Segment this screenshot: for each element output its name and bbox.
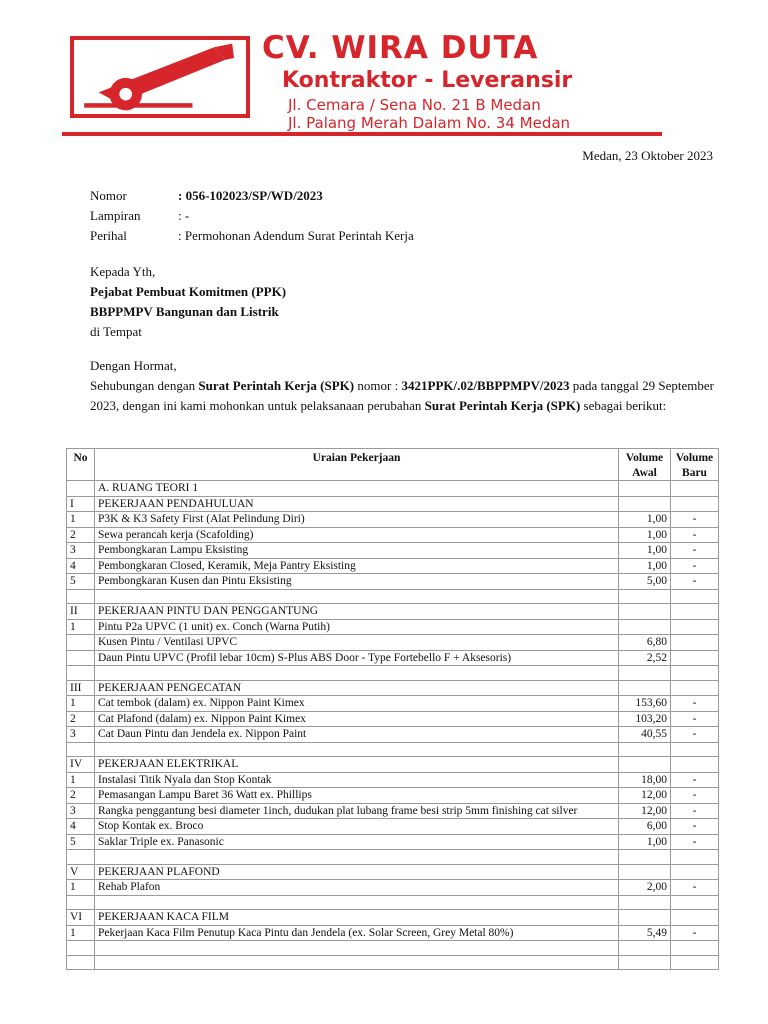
cell-volume-baru: - — [671, 574, 719, 590]
cell-no: 1 — [67, 880, 95, 896]
cell-desc — [95, 666, 619, 681]
cell-volume-baru — [671, 604, 719, 620]
para-text-4: sebagai berikut: — [580, 398, 667, 413]
company-subtitle: Kontraktor - Leveransir — [282, 68, 573, 93]
cell-volume-baru: - — [671, 925, 719, 941]
cell-volume-awal — [619, 496, 671, 512]
cell-desc — [95, 589, 619, 604]
cell-desc — [95, 742, 619, 757]
cell-no: 1 — [67, 512, 95, 528]
cell-no — [67, 955, 95, 970]
meta-perihal — [90, 226, 414, 246]
cell-volume-baru — [671, 955, 719, 970]
meta-lampiran-label: Lampiran — [90, 208, 141, 223]
recipient-line-2: BBPPMPV Bangunan dan Listrik — [90, 304, 279, 319]
cell-volume-awal: 1,00 — [619, 543, 671, 559]
cell-desc: PEKERJAAN KACA FILM — [95, 910, 619, 926]
table-row — [67, 910, 719, 926]
opening-paragraph — [90, 376, 714, 416]
meta-nomor-label: Nomor — [90, 188, 127, 203]
cell-desc: Daun Pintu UPVC (Profil lebar 10cm) S-Plus ABS Door - Type Fortebello F + Aksesoris) — [95, 650, 619, 666]
table-row — [67, 589, 719, 604]
meta-lampiran-value: : - — [178, 208, 190, 223]
cell-no: 2 — [67, 711, 95, 727]
recipient-line-1: Pejabat Pembuat Komitmen (PPK) — [90, 284, 287, 299]
opening-block — [90, 356, 714, 416]
cell-no: 3 — [67, 727, 95, 743]
cell-desc: PEKERJAAN PENDAHULUAN — [95, 496, 619, 512]
table-row — [67, 619, 719, 635]
cell-desc: Rehab Plafon — [95, 880, 619, 896]
letterhead — [62, 24, 662, 136]
cell-desc: P3K & K3 Safety First (Alat Pelindung Diri) — [95, 512, 619, 528]
cell-no: 2 — [67, 788, 95, 804]
cell-volume-awal: 1,00 — [619, 512, 671, 528]
recipient-line-3: di Tempat — [90, 324, 142, 339]
cell-no: V — [67, 864, 95, 880]
table-row — [67, 819, 719, 835]
cell-no: IV — [67, 757, 95, 773]
cell-desc: Stop Kontak ex. Broco — [95, 819, 619, 835]
cell-volume-baru: - — [671, 880, 719, 896]
cell-volume-awal: 1,00 — [619, 834, 671, 850]
cell-no — [67, 850, 95, 865]
cell-volume-baru: - — [671, 543, 719, 559]
cell-no: 3 — [67, 543, 95, 559]
company-address-1: Jl. Cemara / Sena No. 21 B Medan — [288, 96, 541, 114]
cell-desc: Rangka penggantung besi diameter 1inch, dudukan plat lubang frame besi strip 5mm finishing cat silver — [95, 803, 619, 819]
cell-volume-awal — [619, 941, 671, 956]
table-row — [67, 711, 719, 727]
cell-no: II — [67, 604, 95, 620]
cell-volume-baru — [671, 850, 719, 865]
table-row — [67, 512, 719, 528]
table-row — [67, 788, 719, 804]
table-row — [67, 527, 719, 543]
cell-volume-awal: 18,00 — [619, 772, 671, 788]
company-name: CV. WIRA DUTA — [262, 30, 539, 66]
cell-volume-awal: 12,00 — [619, 803, 671, 819]
cell-no: VI — [67, 910, 95, 926]
recipient-block — [90, 262, 286, 342]
cell-volume-awal — [619, 619, 671, 635]
para-spk-number: 3421PPK/.02/BBPPMPV/2023 — [401, 378, 570, 393]
table-row — [67, 496, 719, 512]
cell-volume-awal — [619, 604, 671, 620]
meta-lampiran — [90, 206, 414, 226]
cell-volume-baru — [671, 742, 719, 757]
table-row — [67, 803, 719, 819]
cell-desc: PEKERJAAN PENGECATAN — [95, 680, 619, 696]
cell-volume-baru: - — [671, 819, 719, 835]
company-logo — [70, 36, 250, 118]
cell-volume-baru — [671, 941, 719, 956]
table-row — [67, 757, 719, 773]
cell-volume-baru — [671, 680, 719, 696]
table-row — [67, 895, 719, 910]
cell-no: 1 — [67, 772, 95, 788]
meta-nomor-value: : 056-102023/SP/WD/2023 — [178, 188, 323, 203]
salutation: Dengan Hormat, — [90, 358, 177, 373]
cell-volume-baru: - — [671, 711, 719, 727]
cannon-logo-icon — [74, 40, 246, 114]
cell-volume-awal: 153,60 — [619, 696, 671, 712]
para-spk-1: Surat Perintah Kerja (SPK) — [198, 378, 355, 393]
cell-volume-awal — [619, 666, 671, 681]
cell-desc: Cat Daun Pintu dan Jendela ex. Nippon Paint — [95, 727, 619, 743]
cell-desc — [95, 850, 619, 865]
table-row — [67, 864, 719, 880]
cell-volume-awal: 40,55 — [619, 727, 671, 743]
cell-desc: Pembongkaran Kusen dan Pintu Eksisting — [95, 574, 619, 590]
cell-volume-awal: 5,49 — [619, 925, 671, 941]
table-row — [67, 696, 719, 712]
para-spk-2: Surat Perintah Kerja (SPK) — [424, 398, 581, 413]
header-volume-baru: Volume Baru — [671, 449, 719, 481]
cell-volume-awal — [619, 895, 671, 910]
cell-desc — [95, 895, 619, 910]
table-row — [67, 650, 719, 666]
cell-no — [67, 481, 95, 497]
table-row — [67, 941, 719, 956]
cell-desc — [95, 941, 619, 956]
cell-no — [67, 666, 95, 681]
cell-volume-baru: - — [671, 527, 719, 543]
cell-desc: Pembongkaran Closed, Keramik, Meja Pantry Eksisting — [95, 558, 619, 574]
cell-volume-awal — [619, 864, 671, 880]
letter-date: Medan, 23 Oktober 2023 — [582, 148, 713, 163]
cell-desc: Pemasangan Lampu Baret 36 Watt ex. Phillips — [95, 788, 619, 804]
cell-volume-baru: - — [671, 772, 719, 788]
table-header — [67, 449, 719, 481]
meta-perihal-value: : Permohonan Adendum Surat Perintah Kerja — [178, 228, 414, 243]
cell-volume-awal: 2,52 — [619, 650, 671, 666]
cell-volume-baru: - — [671, 788, 719, 804]
cell-volume-awal: 12,00 — [619, 788, 671, 804]
cell-no — [67, 895, 95, 910]
cell-no: 4 — [67, 558, 95, 574]
cell-volume-awal — [619, 910, 671, 926]
cell-volume-baru — [671, 895, 719, 910]
cell-volume-baru — [671, 481, 719, 497]
cell-no: 4 — [67, 819, 95, 835]
cell-desc: PEKERJAAN PLAFOND — [95, 864, 619, 880]
work-table — [66, 448, 719, 970]
cell-volume-awal — [619, 955, 671, 970]
cell-volume-awal — [619, 680, 671, 696]
header-desc: Uraian Pekerjaan — [95, 449, 619, 481]
cell-desc: Cat tembok (dalam) ex. Nippon Paint Kimex — [95, 696, 619, 712]
cell-volume-baru: - — [671, 558, 719, 574]
para-text-1: Sehubungan dengan — [90, 378, 199, 393]
cell-volume-awal — [619, 742, 671, 757]
table-row — [67, 666, 719, 681]
table-row — [67, 481, 719, 497]
cell-desc: Pintu P2a UPVC (1 unit) ex. Conch (Warna Putih) — [95, 619, 619, 635]
recipient-greeting: Kepada Yth, — [90, 264, 156, 279]
cell-no: 5 — [67, 574, 95, 590]
cell-no: I — [67, 496, 95, 512]
cell-desc: A. RUANG TEORI 1 — [95, 481, 619, 497]
table-row — [67, 574, 719, 590]
table-row — [67, 955, 719, 970]
table-row — [67, 680, 719, 696]
cell-no: 5 — [67, 834, 95, 850]
cell-desc: Saklar Triple ex. Panasonic — [95, 834, 619, 850]
cell-desc: Kusen Pintu / Ventilasi UPVC — [95, 635, 619, 651]
cell-volume-awal — [619, 589, 671, 604]
cell-no: 3 — [67, 803, 95, 819]
cell-volume-baru — [671, 864, 719, 880]
cell-desc: Instalasi Titik Nyala dan Stop Kontak — [95, 772, 619, 788]
letter-meta — [90, 186, 414, 246]
table-row — [67, 543, 719, 559]
cell-volume-awal — [619, 481, 671, 497]
table-row — [67, 850, 719, 865]
cell-desc — [95, 955, 619, 970]
table-row — [67, 635, 719, 651]
cell-volume-baru — [671, 635, 719, 651]
cell-volume-awal: 2,00 — [619, 880, 671, 896]
cell-volume-awal: 1,00 — [619, 558, 671, 574]
cell-no: 1 — [67, 696, 95, 712]
cell-volume-baru — [671, 496, 719, 512]
table-row — [67, 834, 719, 850]
cell-no: 1 — [67, 619, 95, 635]
cell-volume-baru: - — [671, 803, 719, 819]
cell-desc: Pekerjaan Kaca Film Penutup Kaca Pintu dan Jendela (ex. Solar Screen, Grey Metal 80%) — [95, 925, 619, 941]
cell-volume-baru — [671, 666, 719, 681]
para-text-3: pada tanggal 29 September 2023, dengan ini kami mohonkan untuk pelaksanaan perubahan — [90, 378, 714, 413]
cell-volume-awal — [619, 850, 671, 865]
cell-volume-awal: 6,80 — [619, 635, 671, 651]
table-row — [67, 880, 719, 896]
header-volume-awal: Volume Awal — [619, 449, 671, 481]
table-row — [67, 742, 719, 757]
table-row — [67, 558, 719, 574]
cell-desc: PEKERJAAN PINTU DAN PENGGANTUNG — [95, 604, 619, 620]
cell-volume-baru — [671, 589, 719, 604]
cell-volume-baru: - — [671, 834, 719, 850]
table-body — [67, 481, 719, 970]
cell-volume-awal — [619, 757, 671, 773]
cell-volume-awal: 1,00 — [619, 527, 671, 543]
para-text-2: nomor : — [354, 378, 402, 393]
cell-no — [67, 650, 95, 666]
cell-desc: PEKERJAAN ELEKTRIKAL — [95, 757, 619, 773]
cell-no — [67, 742, 95, 757]
table-row — [67, 604, 719, 620]
cell-no: 1 — [67, 925, 95, 941]
table-row — [67, 772, 719, 788]
cell-no — [67, 635, 95, 651]
meta-perihal-label: Perihal — [90, 228, 127, 243]
cell-volume-baru — [671, 619, 719, 635]
cell-volume-awal: 6,00 — [619, 819, 671, 835]
cell-no: 2 — [67, 527, 95, 543]
meta-nomor — [90, 186, 414, 206]
cell-volume-baru: - — [671, 727, 719, 743]
cell-volume-awal: 5,00 — [619, 574, 671, 590]
cell-no — [67, 941, 95, 956]
table-row — [67, 727, 719, 743]
table-row — [67, 925, 719, 941]
cell-volume-baru: - — [671, 512, 719, 528]
cell-volume-baru — [671, 910, 719, 926]
cell-desc: Pembongkaran Lampu Eksisting — [95, 543, 619, 559]
header-no: No — [67, 449, 95, 481]
cell-volume-baru — [671, 757, 719, 773]
company-address-2: Jl. Palang Merah Dalam No. 34 Medan — [288, 114, 571, 132]
cell-desc: Cat Plafond (dalam) ex. Nippon Paint Kimex — [95, 711, 619, 727]
cell-volume-baru — [671, 650, 719, 666]
cell-desc: Sewa perancah kerja (Scafolding) — [95, 527, 619, 543]
cell-no: III — [67, 680, 95, 696]
cell-volume-baru: - — [671, 696, 719, 712]
cell-volume-awal: 103,20 — [619, 711, 671, 727]
cell-no — [67, 589, 95, 604]
